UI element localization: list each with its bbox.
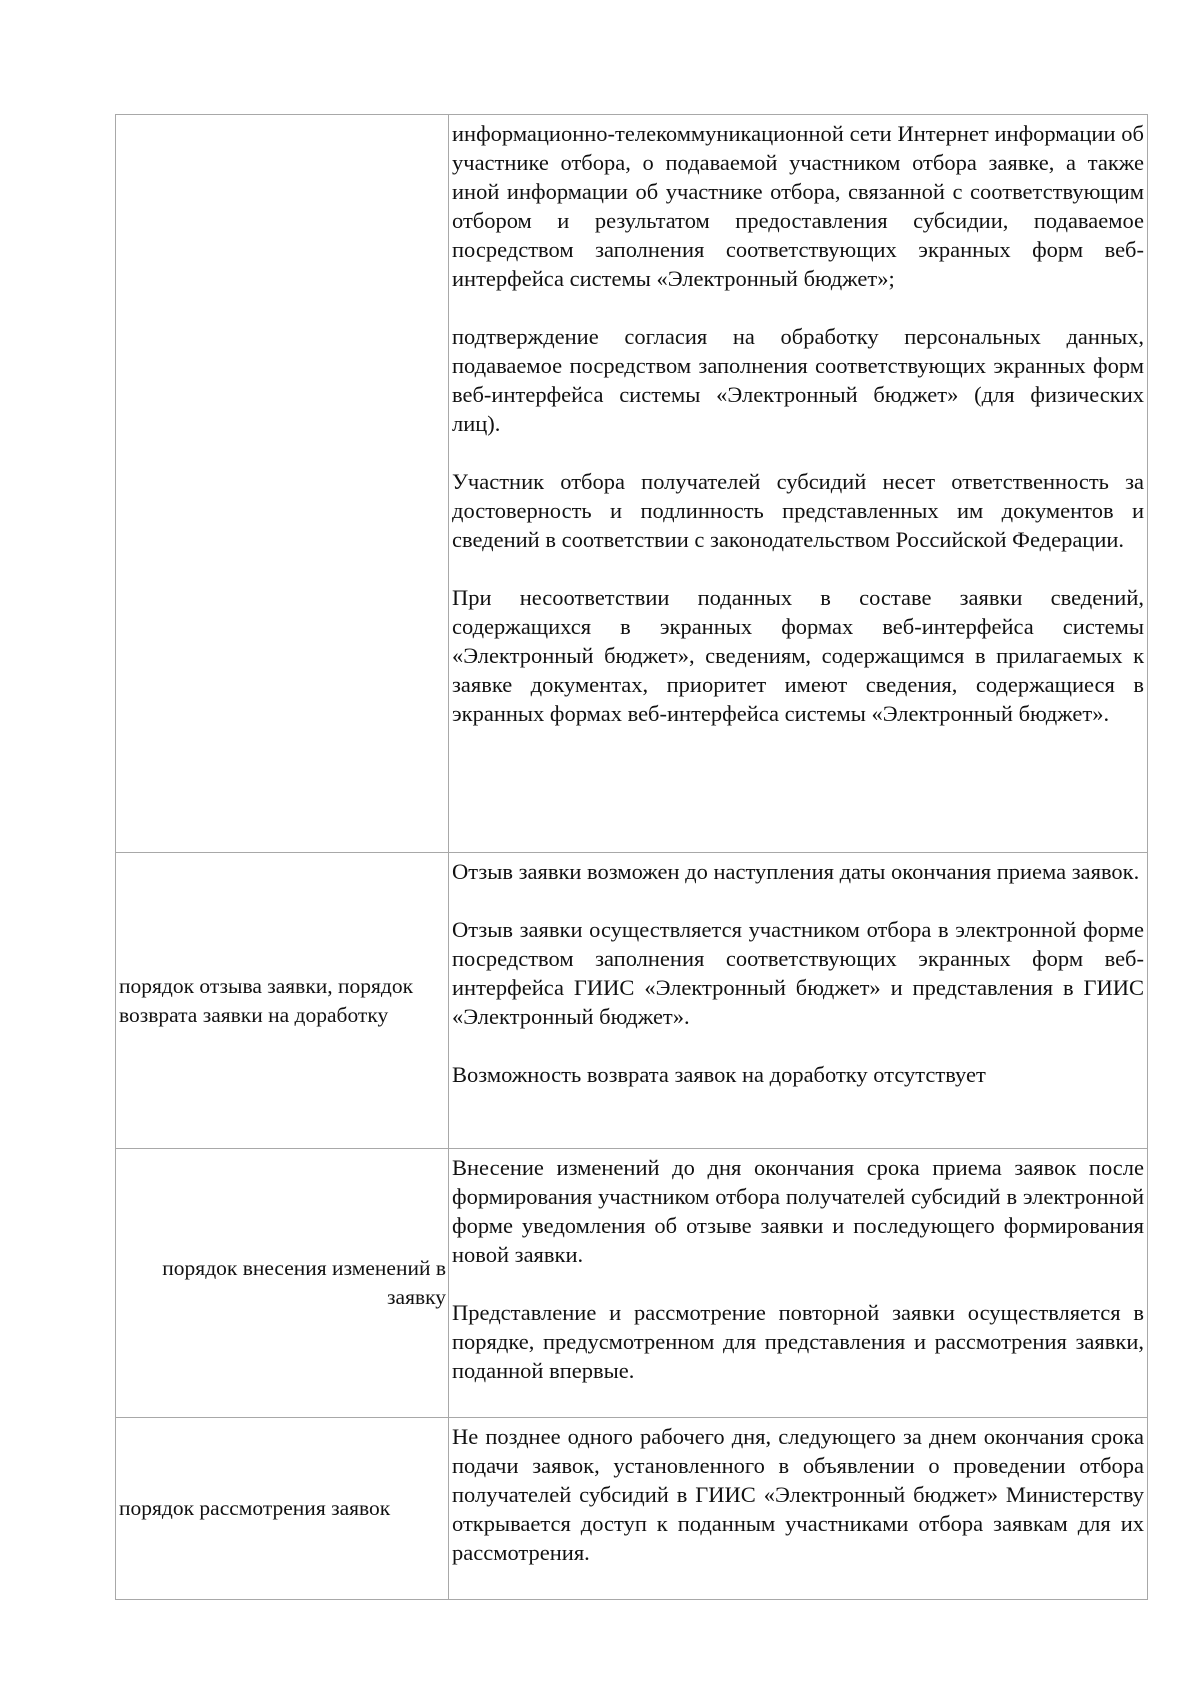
paragraph: Отзыв заявки осуществляется участником отбора в электронной форме посредством заполнения соответствующих экранных форм веб-интерфейса ГИИС «Электронный бюджет» и представления в ГИИС «Электронный бюджет». bbox=[452, 917, 1144, 1029]
row-content-cell bbox=[449, 853, 1148, 1149]
row-content-cell bbox=[449, 115, 1148, 853]
paragraph: При несоответствии поданных в составе заявки сведений, содержащихся в экранных формах веб-интерфейса системы «Электронный бюджет», сведениям, содержащимся в прилагаемых к заявке документах, приоритет имеют сведения, содержащиеся в экранных формах веб-интерфейса системы «Электронный бюджет». bbox=[452, 585, 1144, 726]
row-label-cell bbox=[116, 853, 449, 1149]
row-label: порядок рассмотрения заявок bbox=[119, 1496, 391, 1520]
paragraph: Отзыв заявки возможен до наступления даты окончания приема заявок. bbox=[452, 859, 1140, 884]
row-label-cell bbox=[116, 1149, 449, 1418]
paragraph: информационно-телекоммуникационной сети Интернет информации об участнике отбора, о подаваемой участником отбора заявке, а также иной информации об участнике отбора, связанной с соответствующим отбором и результатом предоставления субсидии, подаваемое посредством заполнения соответствующих экранных форм веб-интерфейса системы «Электронный бюджет»; bbox=[452, 121, 1144, 291]
paragraph: Участник отбора получателей субсидий несет ответственность за достоверность и подлинность представленных им документов и сведений в соответствии с законодательством Российской Федерации. bbox=[452, 469, 1144, 552]
row-label-cell bbox=[116, 1418, 449, 1600]
paragraph: подтверждение согласия на обработку персональных данных, подаваемое посредством заполнения соответствующих экранных форм веб-интерфейса системы «Электронный бюджет» (для физических лиц). bbox=[452, 324, 1144, 436]
row-label: порядок внесения изменений в заявку bbox=[162, 1256, 446, 1309]
row-content-cell bbox=[449, 1149, 1148, 1418]
table-row bbox=[116, 1418, 1148, 1600]
table-row bbox=[116, 115, 1148, 853]
document-table bbox=[115, 114, 1148, 1600]
table-row bbox=[116, 1149, 1148, 1418]
paragraph: Представление и рассмотрение повторной заявки осуществляется в порядке, предусмотренном для представления и рассмотрения заявки, поданной впервые. bbox=[452, 1300, 1144, 1383]
table-row bbox=[116, 853, 1148, 1149]
row-label-cell bbox=[116, 115, 449, 853]
row-content-cell bbox=[449, 1418, 1148, 1600]
paragraph: Возможность возврата заявок на доработку отсутствует bbox=[452, 1062, 986, 1087]
paragraph: Не позднее одного рабочего дня, следующего за днем окончания срока подачи заявок, установленного в объявлении о проведении отбора получателей субсидий в ГИИС «Электронный бюджет» Министерству открывается доступ к поданным участниками отбора заявкам для их рассмотрения. bbox=[452, 1424, 1144, 1565]
row-label: порядок отзыва заявки, порядок возврата заявки на доработку bbox=[119, 973, 414, 1027]
paragraph: Внесение изменений до дня окончания срока приема заявок после формирования участником отбора получателей субсидий в электронной форме уведомления об отзыве заявки и последующего формирования новой заявки. bbox=[452, 1155, 1144, 1267]
